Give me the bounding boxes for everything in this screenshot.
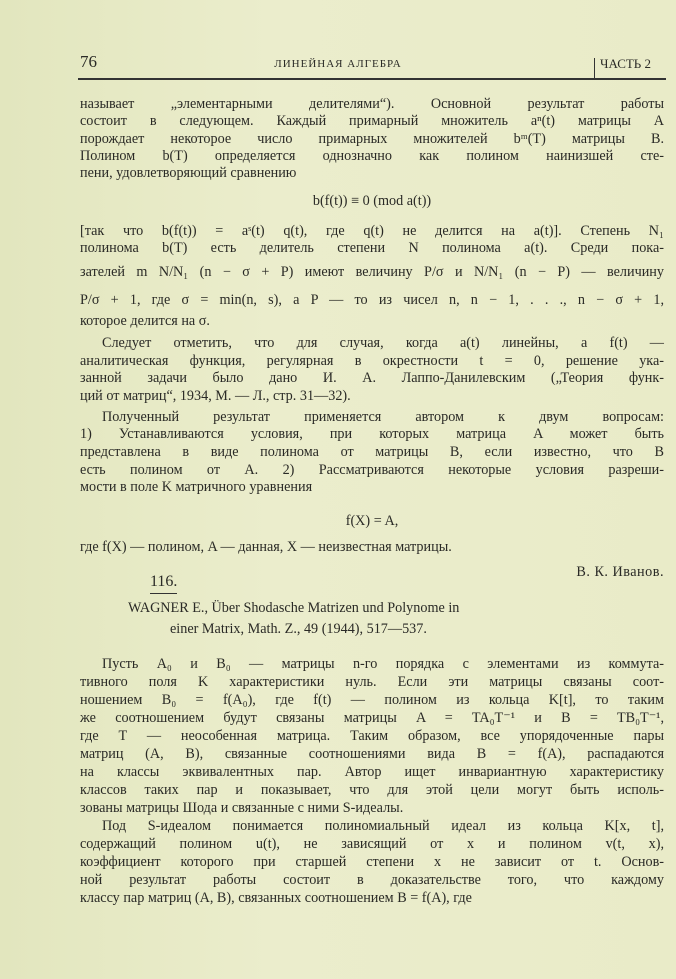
text-line: на классы эквивалентных пар. Автор ищет инвариантную характеристику <box>80 764 664 780</box>
text-line: Пусть A₀ и B₀ — матрицы n-го порядка с элементами из коммута- <box>102 656 664 672</box>
page-number: 76 <box>80 52 97 71</box>
text-line: зованы матрицы Шода и связанные с ними S-идеалы. <box>80 800 404 816</box>
citation-line <box>128 600 459 617</box>
text-line: порождает некоторое число примарных множителей bᵐ(T) матрицы B. <box>80 131 664 147</box>
running-title: ЛИНЕЙНАЯ АЛГЕБРА <box>274 58 402 70</box>
text-line: P/σ + 1, где σ = min(n, s), а P — то из чисел n, n − 1, . . ., n − σ + 1, <box>80 292 664 308</box>
text-line: пени, удовлетворяющий сравнению <box>80 165 297 181</box>
review-number: 116. <box>150 573 177 594</box>
text-line: ной результат работы состоит в доказательстве того, что каждому <box>80 872 664 888</box>
part-label: ЧАСТЬ 2 <box>600 56 652 71</box>
citation-line <box>170 621 427 638</box>
text-line: же соотношением будут связаны матрицы A = TA₀T⁻¹ и B = TB₀T⁻¹, <box>80 710 664 726</box>
formula: b(f(t)) ≡ 0 (mod a(t)) <box>312 193 432 209</box>
text-line: мости в поле K матричного уравнения <box>80 479 313 495</box>
text-line: классу пар матриц (A, B), связанных соотношением B = f(A), где <box>80 890 472 906</box>
text-line: ношением B₀ = f(A₀), где f(t) — полином из кольца K[t], то таким <box>80 692 664 708</box>
citation-text: einer Matrix, Math. Z., 49 (1944), 517—537. <box>170 621 427 637</box>
text-line: классов таких пар и показывает, что для этой цели могут быть исполь- <box>80 782 664 798</box>
text-line: состоит в следующем. Каждый примарный множитель aⁿ(t) матрицы A <box>80 113 664 129</box>
header-divider <box>594 58 595 78</box>
text-line: тивного поля K характеристики нуль. Если эти матрицы связаны соот- <box>80 674 664 690</box>
text-line: занной задачи было дано И. А. Лаппо-Данилевским („Теория функ- <box>80 370 664 386</box>
text-line: представлена в виде полинома от матрицы B, если известно, что B <box>80 444 664 460</box>
text-line: где f(X) — полином, A — данная, X — неизвестная матрицы. <box>80 539 452 555</box>
text-line: Под S-идеалом понимается полиномиальный идеал из кольца K[x, t], <box>102 818 664 834</box>
formula: f(X) = A, <box>345 513 399 529</box>
text-line: 1) Устанавливаются условия, при которых матрица A может быть <box>80 426 664 442</box>
citation-text: WAGNER E., Über Shodasche Matrizen und Polynome in <box>128 600 460 616</box>
text-line: аналитическая функция, регулярная в окрестности t = 0, решение ука- <box>80 353 664 369</box>
text-line: [так что b(f(t)) = aˢ(t) q(t), где q(t) не делится на a(t)]. Степень N₁ <box>80 223 664 239</box>
text-line: зателей m N/N₁ (n − σ + P) имеют величину P/σ и N/N₁ (n − P) — величину <box>80 264 664 280</box>
text-line: Полином b(T) определяется однозначно как полином наинизшей сте- <box>80 148 664 164</box>
text-line: есть полином от A. 2) Рассматриваются некоторые условия разреши- <box>80 462 664 478</box>
text-line: полинома b(T) есть делитель степени N полинома a(t). Среди пока- <box>80 240 664 256</box>
text-line: матриц (A, B), связанные соотношениями вида B = f(A), распадаются <box>80 746 664 762</box>
text-line: Полученный результат применяется автором к двум вопросам: <box>102 409 664 425</box>
text-line: коэффициент которого при старшей степени x не зависит от t. Основ- <box>80 854 664 870</box>
text-line: ций от матриц“, 1934, М. — Л., стр. 31—32). <box>80 388 351 404</box>
text-line: содержащий полином u(t), не зависящий от x и полином v(t, x), <box>80 836 664 852</box>
text-line: называет „элементарными делителями“). Основной результат работы <box>80 96 664 112</box>
reviewer-signature: В. К. Иванов. <box>576 564 664 580</box>
text-line: Следует отметить, что для случая, когда a(t) линейны, а f(t) — <box>102 335 664 351</box>
text-line: где T — неособенная матрица. Таким образом, все упорядоченные пары <box>80 728 664 744</box>
text-line: которое делится на σ. <box>80 313 210 329</box>
header-rule <box>78 78 666 80</box>
